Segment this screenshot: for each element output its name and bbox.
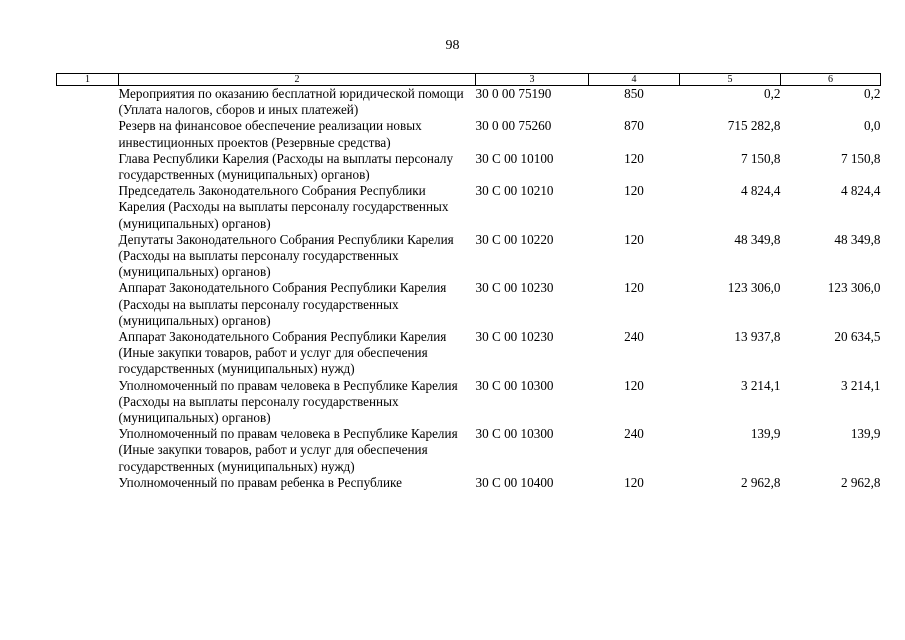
empty-cell	[57, 183, 119, 232]
amount-year-1: 715 282,8	[727, 118, 781, 134]
column-header: 2	[119, 74, 476, 86]
empty-cell	[57, 151, 119, 183]
table-row	[57, 329, 881, 378]
column-number-row	[57, 74, 881, 86]
table-row	[57, 378, 881, 427]
column-header: 6	[781, 74, 881, 86]
amount-year-2: 4 824,4	[840, 183, 881, 199]
empty-cell	[57, 86, 119, 119]
amount-year-2: 123 306,0	[827, 280, 881, 296]
table-row	[57, 118, 881, 150]
column-header: 5	[680, 74, 781, 86]
empty-cell	[57, 118, 119, 150]
column-header: 1	[57, 74, 119, 86]
table-row	[57, 280, 881, 329]
table-row	[57, 183, 881, 232]
table-row	[57, 426, 881, 475]
expense-type-code: 240	[624, 426, 644, 442]
expense-type-code: 120	[624, 150, 644, 166]
amount-year-2: 2 962,8	[840, 474, 881, 490]
amount-year-1: 139,9	[750, 426, 781, 442]
budget-table	[56, 73, 881, 491]
amount-year-1: 2 962,8	[740, 474, 781, 490]
amount-year-2: 139,9	[850, 426, 881, 442]
expense-name: Мероприятия по оказанию бесплатной юридической помощи (Уплата налогов, сборов и иных платежей)	[118, 86, 464, 118]
expense-type-code: 850	[624, 86, 644, 101]
amount-year-2: 3 214,1	[840, 377, 881, 393]
expense-name: Глава Республики Карелия (Расходы на выплаты персоналу государственных (муниципальных) органов)	[118, 150, 454, 183]
column-header: 4	[589, 74, 680, 86]
amount-year-1: 4 824,4	[740, 183, 781, 199]
amount-year-2: 7 150,8	[840, 150, 881, 166]
expense-type-code: 120	[624, 474, 644, 490]
target-article-code: 30 С 00 10210	[475, 183, 554, 199]
amount-year-2: 48 349,8	[834, 231, 881, 247]
amount-year-1: 3 214,1	[740, 377, 781, 393]
target-article-code: 30 0 00 75190	[475, 86, 552, 101]
target-article-code: 30 С 00 10230	[475, 280, 554, 296]
amount-year-1: 123 306,0	[727, 280, 781, 296]
expense-name: Председатель Законодательного Собрания Республики Карелия (Расходы на выплаты персоналу государственных (муниципальных) органов)	[118, 183, 449, 231]
target-article-code: 30 С 00 10230	[475, 329, 554, 345]
expense-name: Уполномоченный по правам человека в Республике Карелия (Иные закупки товаров, работ и услуг для обеспечения государственных (муниципальных) нужд)	[118, 426, 458, 474]
target-article-code: 30 С 00 10400	[475, 474, 554, 490]
target-article-code: 30 С 00 10220	[475, 231, 554, 247]
expense-type-code: 120	[624, 183, 644, 199]
amount-year-2: 0,0	[864, 118, 881, 134]
amount-year-1: 48 349,8	[734, 231, 781, 247]
page-number: 98	[445, 38, 460, 53]
amount-year-1: 7 150,8	[740, 150, 781, 166]
table-row	[57, 475, 881, 491]
expense-type-code: 120	[624, 231, 644, 247]
empty-cell	[57, 475, 119, 491]
empty-cell	[57, 329, 119, 378]
empty-cell	[57, 280, 119, 329]
empty-cell	[57, 232, 119, 281]
empty-cell	[57, 426, 119, 475]
expense-name: Аппарат Законодательного Собрания Республики Карелия (Расходы на выплаты персоналу государственных (муниципальных) органов)	[118, 280, 447, 328]
table-row	[57, 86, 881, 119]
amount-year-1: 13 937,8	[734, 329, 781, 345]
expense-name: Депутаты Законодательного Собрания Республики Карелия (Расходы на выплаты персоналу государственных (муниципальных) органов)	[118, 231, 454, 280]
expense-type-code: 120	[624, 280, 644, 296]
column-header: 3	[476, 74, 589, 86]
expense-name: Аппарат Законодательного Собрания Республики Карелия (Иные закупки товаров, работ и услуг для обеспечения государственных (муниципальных) нужд)	[118, 329, 447, 377]
expense-name: Уполномоченный по правам ребенка в Республике	[118, 474, 402, 490]
amount-year-2: 0,2	[864, 86, 881, 101]
amount-year-2: 20 634,5	[834, 329, 881, 345]
expense-type-code: 240	[624, 329, 644, 345]
target-article-code: 30 С 00 10100	[475, 150, 554, 166]
empty-cell	[57, 378, 119, 427]
expense-name: Резерв на финансовое обеспечение реализации новых инвестиционных проектов (Резервные средства)	[118, 118, 422, 150]
target-article-code: 30 С 00 10300	[475, 377, 554, 393]
table-row	[57, 232, 881, 281]
target-article-code: 30 С 00 10300	[475, 426, 554, 442]
expense-type-code: 120	[624, 377, 644, 393]
target-article-code: 30 0 00 75260	[475, 118, 552, 134]
amount-year-1: 0,2	[764, 86, 781, 101]
expense-type-code: 870	[624, 118, 644, 134]
expense-name: Уполномоченный по правам человека в Республике Карелия (Расходы на выплаты персоналу государственных (муниципальных) органов)	[118, 377, 458, 426]
table-row	[57, 151, 881, 183]
